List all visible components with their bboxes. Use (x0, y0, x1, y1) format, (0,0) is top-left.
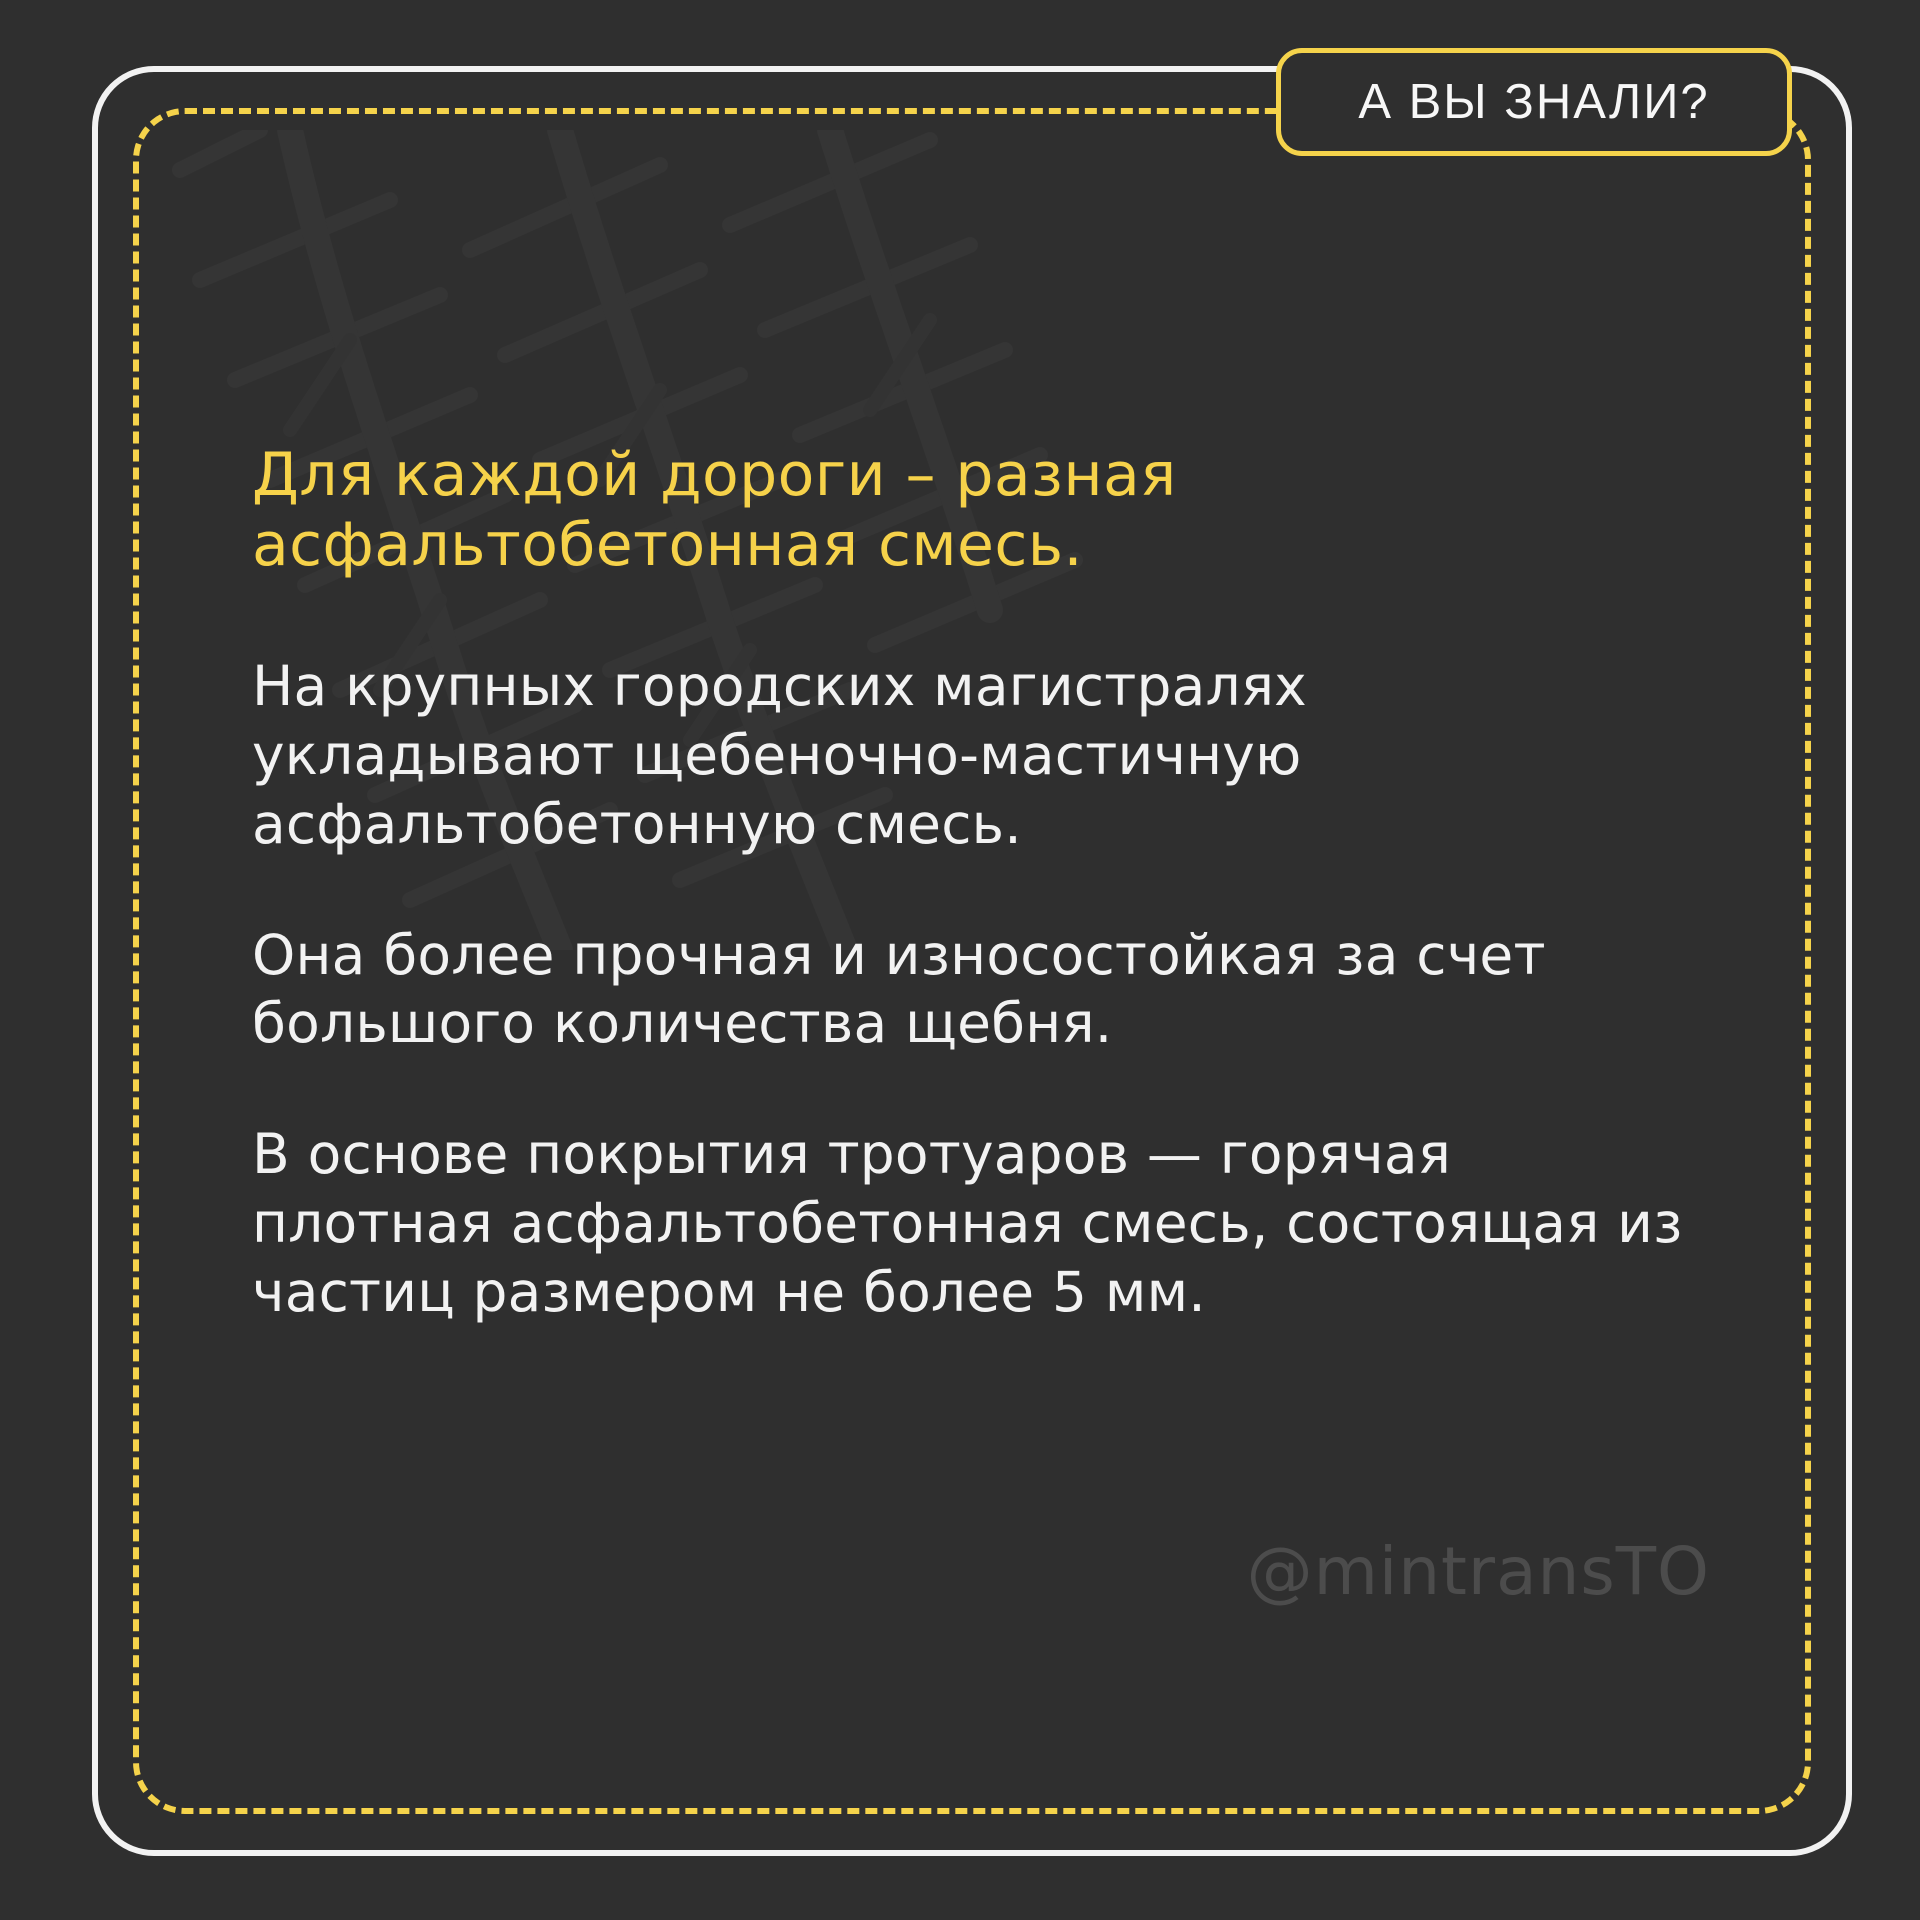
did-you-know-badge (1276, 48, 1792, 156)
body-paragraph-1: На крупных городских магистралях укладывают щебеночно-мастичную асфальтобетонную смесь. (252, 654, 1307, 856)
body-paragraph-2: Она более прочная и износостойкая за счет большого количества щебня. (252, 922, 1546, 1056)
watermark-handle: @mintransTO (1246, 1533, 1710, 1610)
body-paragraph-3: В основе покрытия тротуаров — горячая плотная асфальтобетонная смесь, состоящая из частиц размером не более 5 мм. (252, 1122, 1683, 1324)
badge-label: А ВЫ ЗНАЛИ? (1358, 75, 1710, 129)
headline: Для каждой дороги – разная асфальтобетонная смесь. (252, 440, 1177, 581)
content-block (252, 440, 1712, 1326)
